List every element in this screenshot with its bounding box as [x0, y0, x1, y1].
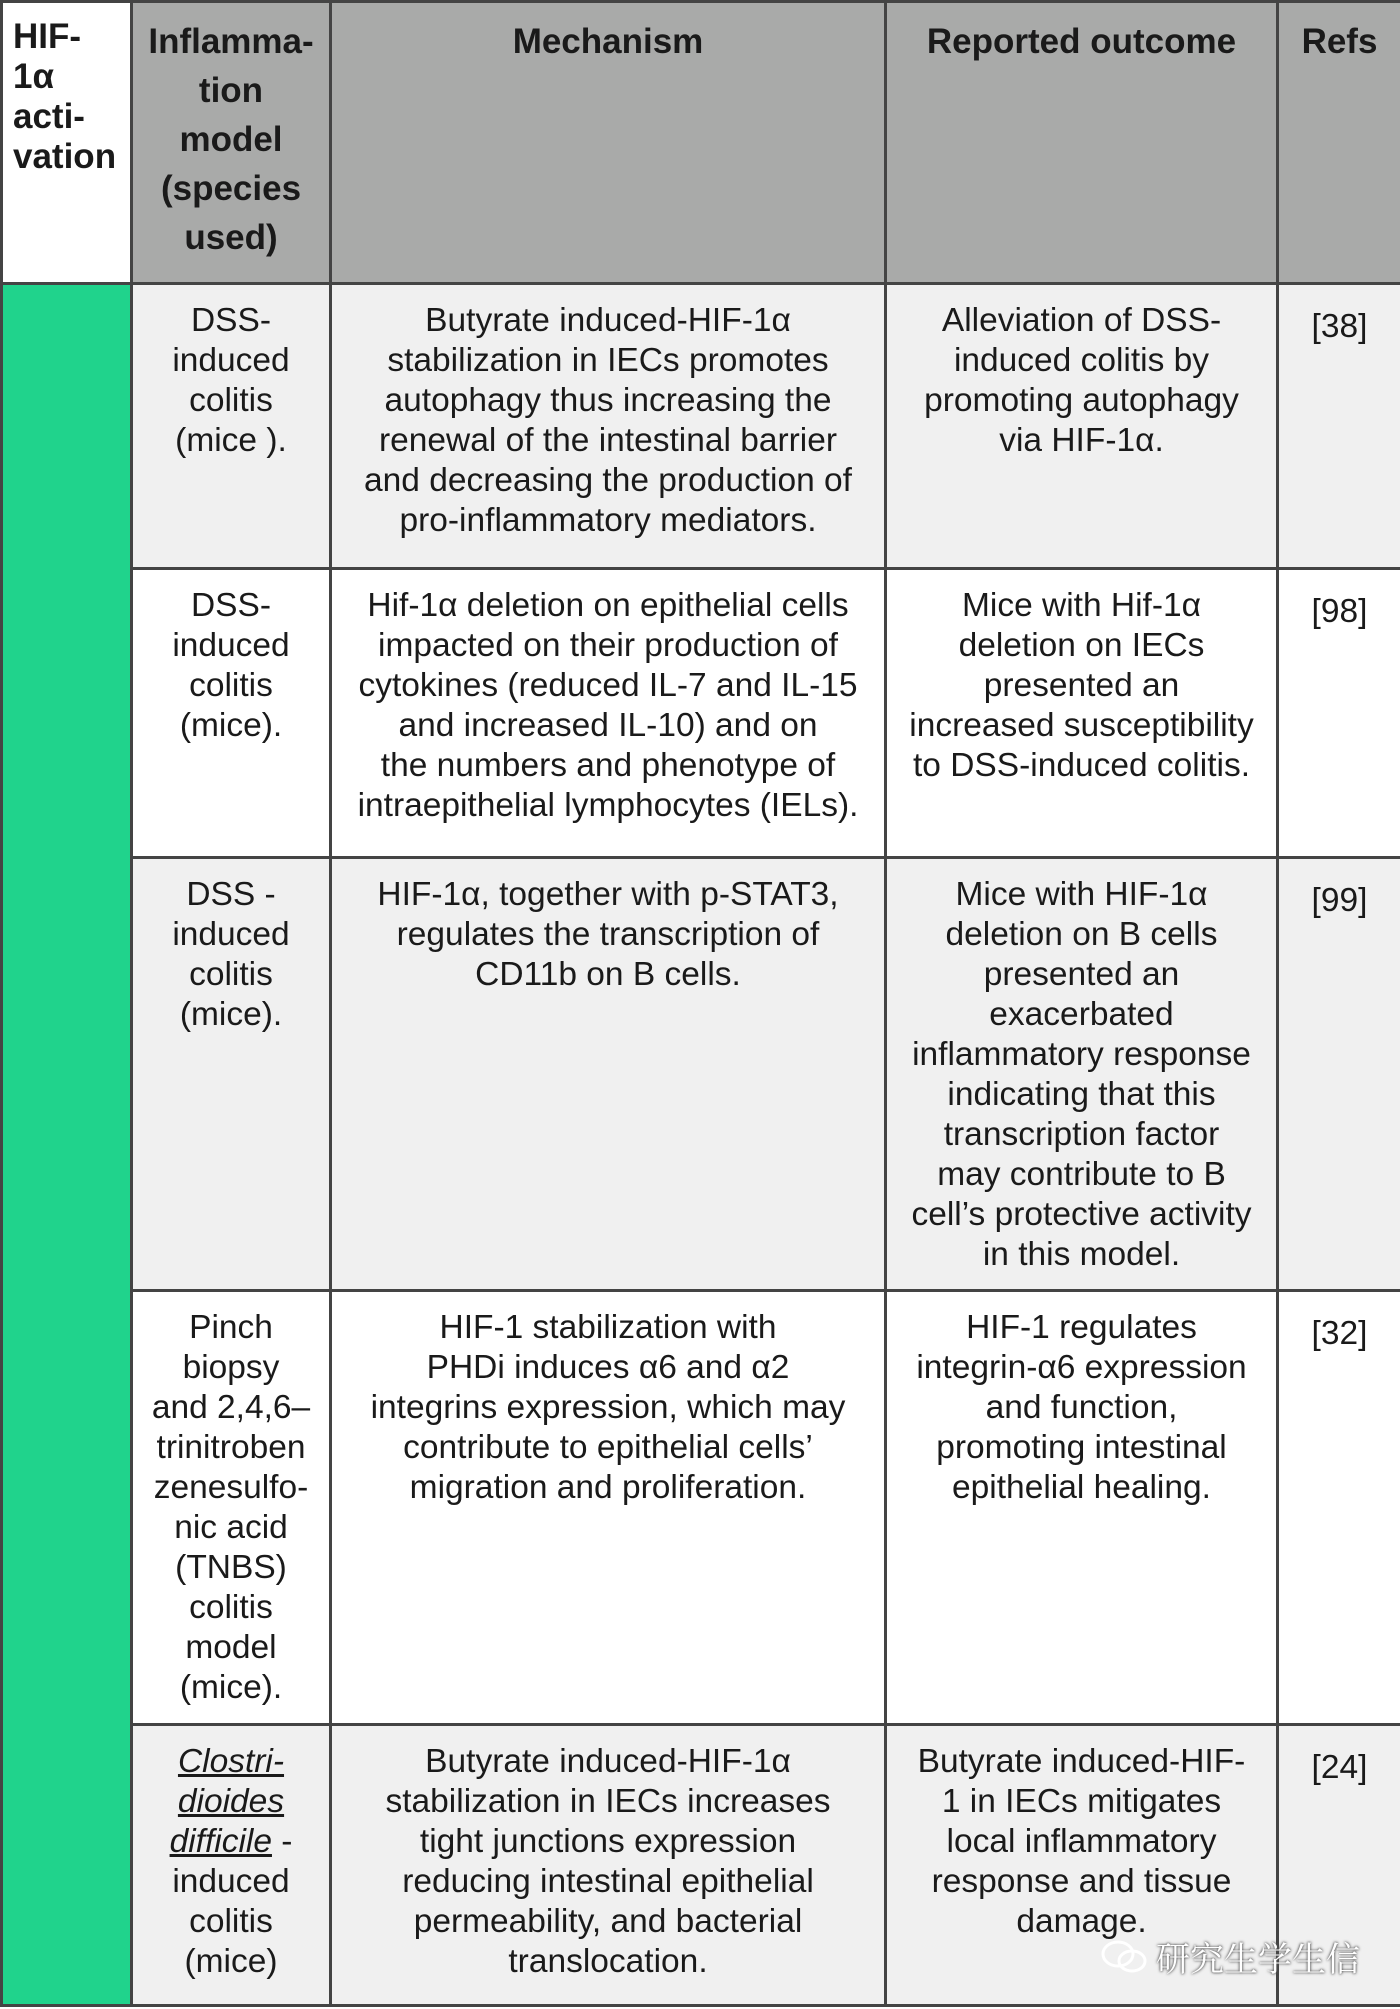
model-cell: Pinch biopsy and 2,4,6– trinitroben zenesulfo- nic acid (TNBS) colitis model (mice).: [132, 1291, 331, 1725]
outcome-cell: Butyrate induced-HIF- 1 in IECs mitigates local inflammatory response and tissue damage.: [886, 1725, 1278, 2006]
outcome-cell: Alleviation of DSS- induced colitis by promoting autophagy via HIF-1α.: [886, 284, 1278, 569]
mechanism-cell: Butyrate induced-HIF-1α stabilization in IECs promotes autophagy thus increasing the renewal of the intestinal barrier and decreasing the production of pro-inflammatory mediators.: [331, 284, 886, 569]
header-model: Inflamma- tion model (species used): [132, 2, 331, 284]
model-cell: DSS- induced colitis (mice).: [132, 569, 331, 858]
ref-cell: [32]: [1278, 1291, 1400, 1725]
header-row: [2, 2, 1400, 284]
header-refs: Refs: [1278, 2, 1400, 284]
model-cell: DSS- induced colitis (mice ).: [132, 284, 331, 569]
hif-activation-indicator: [2, 284, 132, 2006]
ref-cell: [24]: [1278, 1725, 1400, 2006]
species-name-italic: Clostri- dioides difficile: [169, 1743, 285, 1860]
header-outcome: Reported outcome: [886, 2, 1278, 284]
mechanism-cell: Butyrate induced-HIF-1α stabilization in IECs increases tight junctions expression reducing intestinal epithelial permeability, and bacterial translocation.: [331, 1725, 886, 2006]
header-hif-activation: HIF- 1α acti- vation: [2, 2, 132, 284]
mechanism-cell: HIF-1 stabilization with PHDi induces α6 and α2 integrins expression, which may contribute to epithelial cells’ migration and proliferation.: [331, 1291, 886, 1725]
model-cell: [132, 1725, 331, 2006]
outcome-cell: Mice with Hif-1α deletion on IECs presented an increased susceptibility to DSS-induced colitis.: [886, 569, 1278, 858]
mechanism-cell: Hif-1α deletion on epithelial cells impacted on their production of cytokines (reduced IL-7 and IL-15 and increased IL-10) and on the numbers and phenotype of intraepithelial lymphocytes (IELs).: [331, 569, 886, 858]
watermark-text: 研究生学生信: [1156, 1941, 1360, 1979]
ref-cell: [38]: [1278, 284, 1400, 569]
table-row: [2, 569, 1400, 858]
table-row: [2, 284, 1400, 569]
watermark: [1100, 1932, 1360, 1981]
ref-cell: [98]: [1278, 569, 1400, 858]
model-cell: DSS - induced colitis (mice).: [132, 858, 331, 1291]
wechat-icon: [1100, 1939, 1148, 1975]
table-row: [2, 1291, 1400, 1725]
model-cell-rest: - induced colitis (mice): [172, 1823, 293, 1980]
header-mechanism: Mechanism: [331, 2, 886, 284]
table-row: [2, 858, 1400, 1291]
outcome-cell: Mice with HIF-1α deletion on B cells presented an exacerbated inflammatory response indicating that this transcription factor may contribute to B cell’s protective activity in this model.: [886, 858, 1278, 1291]
ref-cell: [99]: [1278, 858, 1400, 1291]
mechanism-cell: HIF-1α, together with p-STAT3, regulates the transcription of CD11b on B cells.: [331, 858, 886, 1291]
outcome-cell: HIF-1 regulates integrin-α6 expression and function, promoting intestinal epithelial healing.: [886, 1291, 1278, 1725]
